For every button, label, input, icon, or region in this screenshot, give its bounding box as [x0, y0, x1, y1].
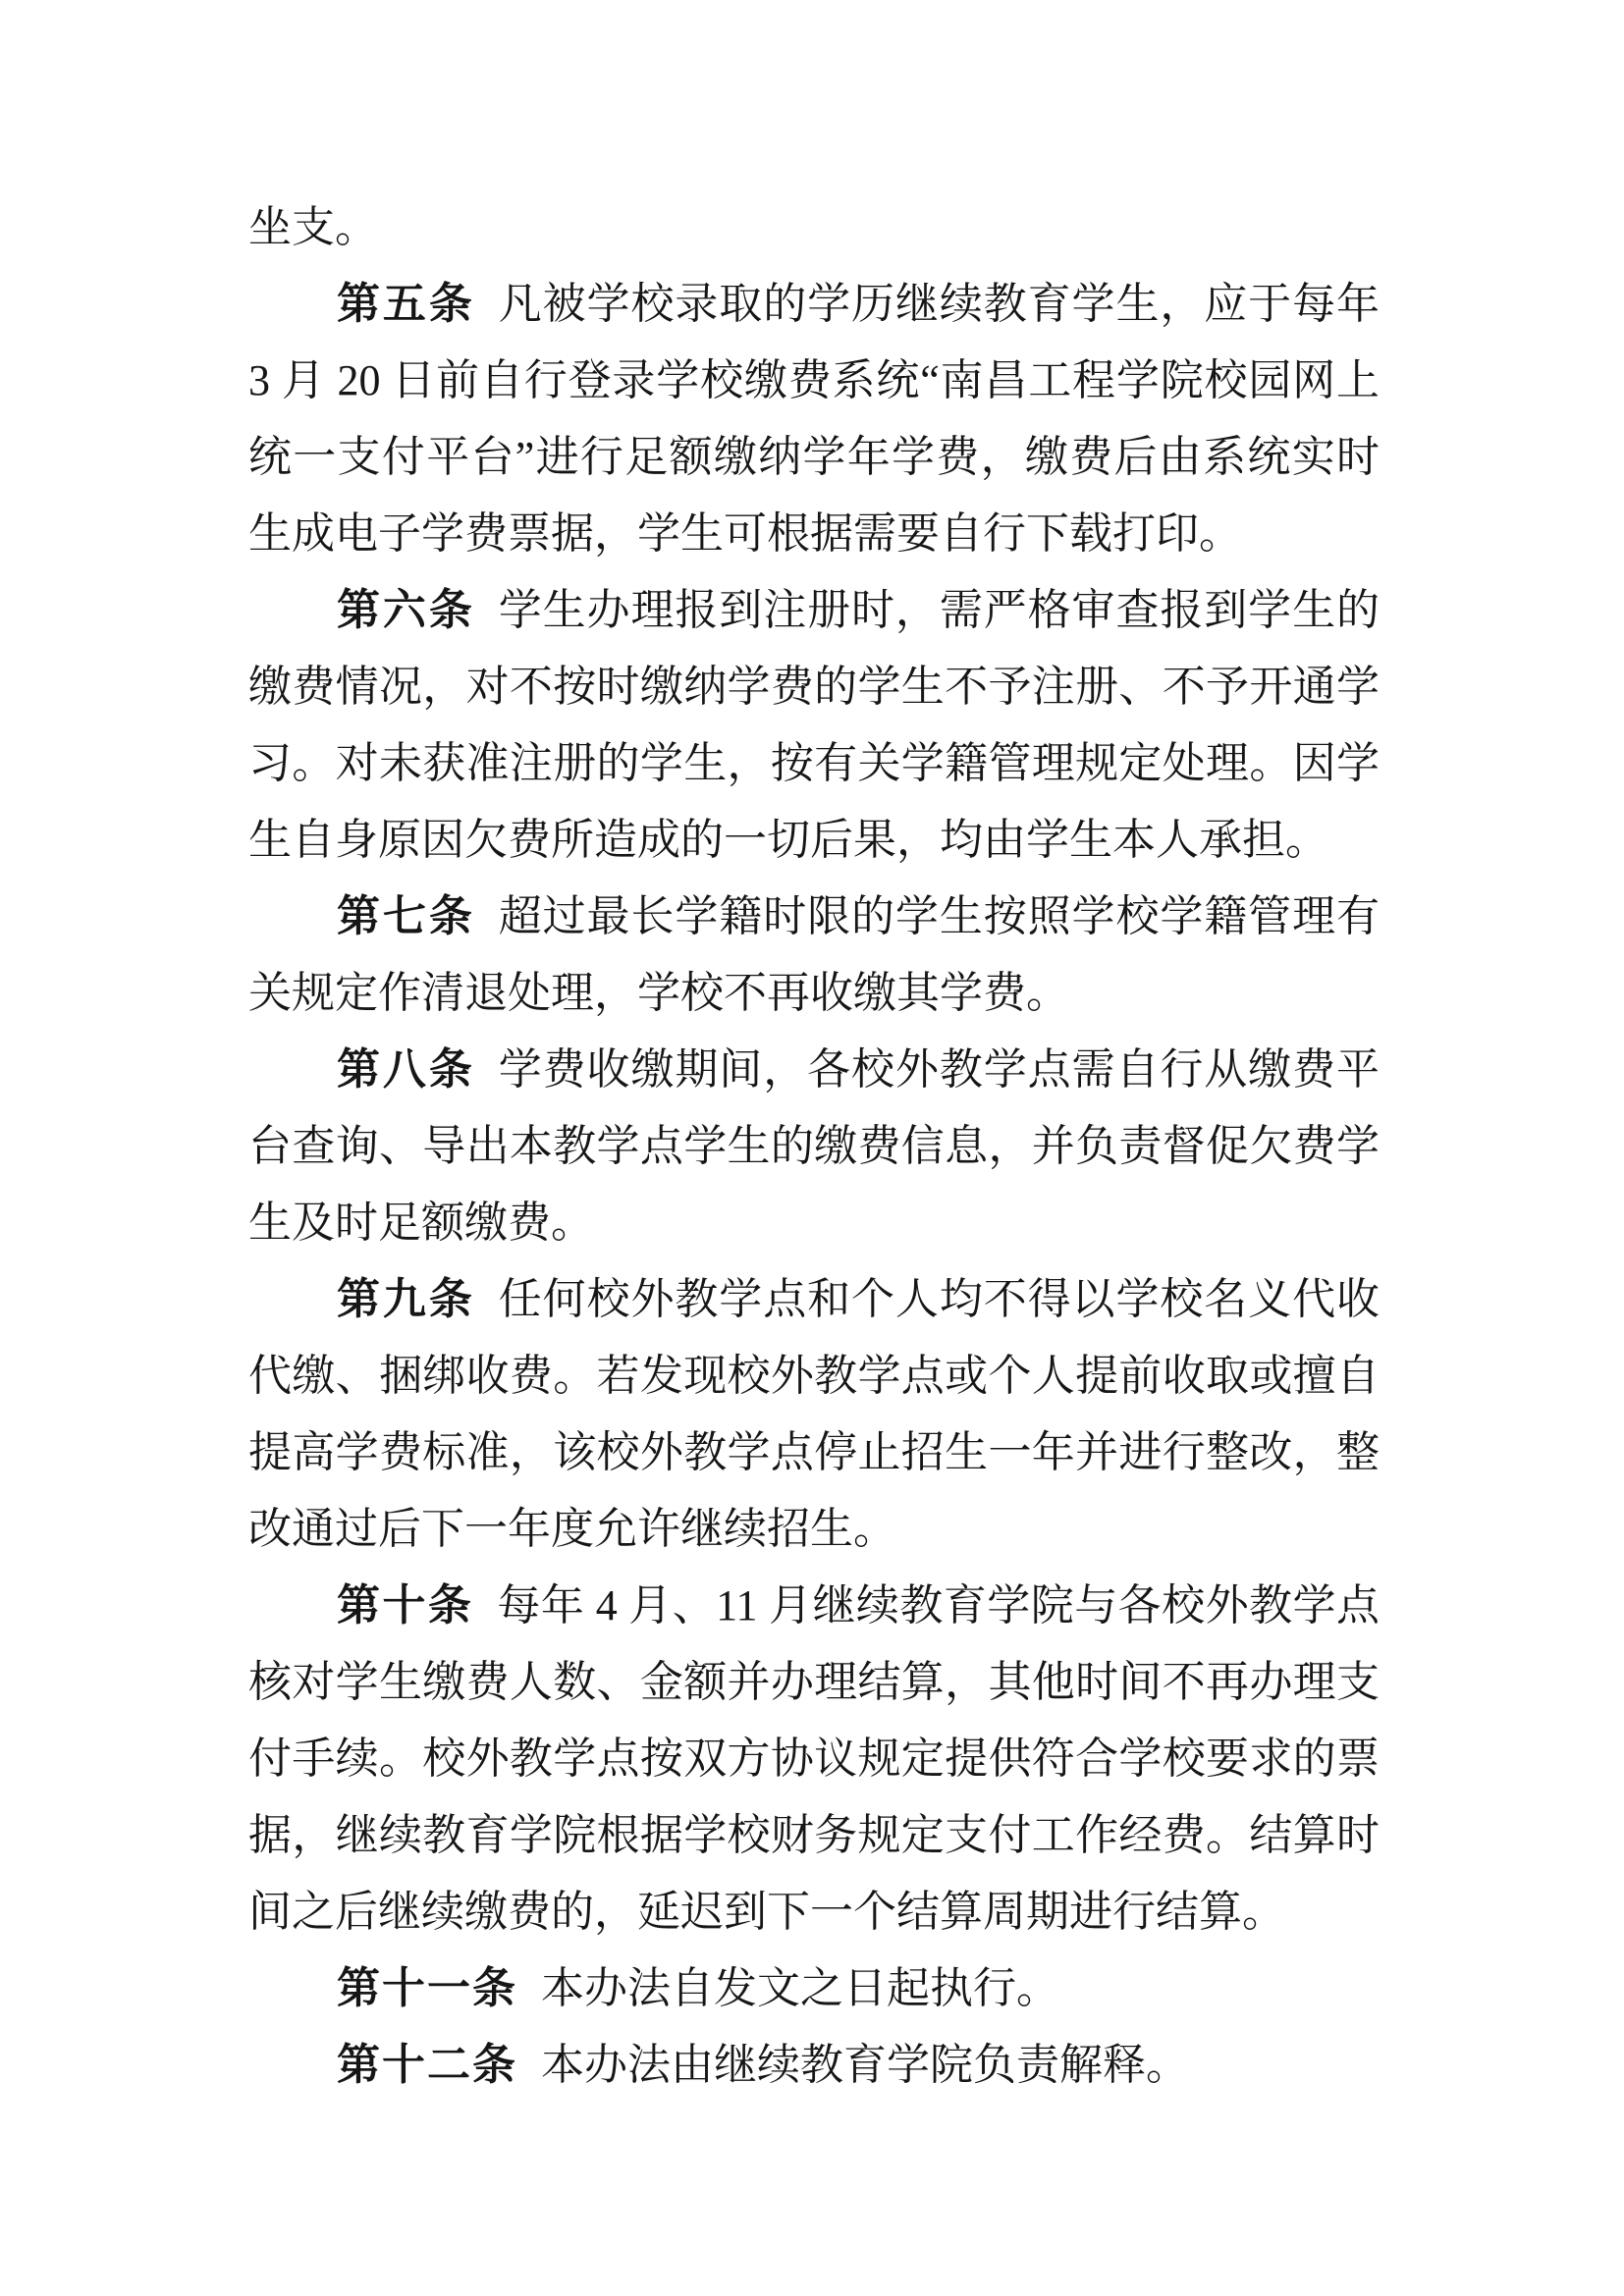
paragraph-text: 坐支。	[248, 203, 378, 251]
clause-7-paragraph	[248, 879, 1380, 1032]
clause-10-label: 第十条	[337, 1581, 474, 1629]
clause-11-label: 第十一条	[337, 1964, 517, 2012]
clause-12-text: 本办法由继续教育学院负责解释。	[541, 2041, 1189, 2089]
clause-10-text: 每年 4 月、11 月继续教育学院与各校外教学点核对学生缴费人数、金额并办理结算，其他时间不再办理支付手续。校外教学点按双方协议规定提供符合学校要求的票据，继续教育学院根据学校财务规定支付工作经费。结算时间之后继续缴费的，延迟到下一个结算周期进行结算。	[248, 1581, 1380, 1936]
clause-6-label: 第六条	[337, 586, 475, 634]
clause-6-paragraph	[248, 572, 1380, 879]
clause-5-text: 凡被学校录取的学历继续教育学生，应于每年 3 月 20 日前自行登录学校缴费系统“南昌工程学院校园网上统一支付平台”进行足额缴纳学年学费，缴费后由系统实时生成电子学费票据，学生可根据需要自行下载打印。	[248, 280, 1380, 558]
clause-11-text: 本办法自发文之日起执行。	[541, 1964, 1059, 2012]
paragraph-carryover	[248, 189, 1380, 266]
clause-7-label: 第七条	[337, 892, 475, 940]
clause-12-paragraph	[248, 2027, 1380, 2104]
clause-7-text: 超过最长学籍时限的学生按照学校学籍管理有关规定作清退处理，学校不再收缴其学费。	[248, 892, 1380, 1017]
clause-9-label: 第九条	[337, 1275, 475, 1323]
clause-9-text: 任何校外教学点和个人均不得以学校名义代收代缴、捆绑收费。若发现校外教学点或个人提前收取或擅自提高学费标准，该校外教学点停止招生一年并进行整改，整改通过后下一年度允许继续招生。	[248, 1275, 1380, 1553]
document-body	[248, 189, 1380, 2104]
clause-12-label: 第十二条	[337, 2041, 517, 2089]
clause-10-paragraph	[248, 1568, 1380, 1950]
clause-8-text: 学费收缴期间，各校外教学点需自行从缴费平台查询、导出本教学点学生的缴费信息，并负责督促欠费学生及时足额缴费。	[248, 1045, 1380, 1247]
clause-9-paragraph	[248, 1261, 1380, 1568]
clause-5-label: 第五条	[337, 280, 475, 328]
clause-6-text: 学生办理报到注册时，需严格审查报到学生的缴费情况，对不按时缴纳学费的学生不予注册、不予开通学习。对未获准注册的学生，按有关学籍管理规定处理。因学生自身原因欠费所造成的一切后果，均由学生本人承担。	[248, 586, 1380, 864]
clause-8-paragraph	[248, 1032, 1380, 1261]
clause-11-paragraph	[248, 1950, 1380, 2027]
clause-8-label: 第八条	[337, 1045, 475, 1094]
clause-5-paragraph	[248, 266, 1380, 572]
